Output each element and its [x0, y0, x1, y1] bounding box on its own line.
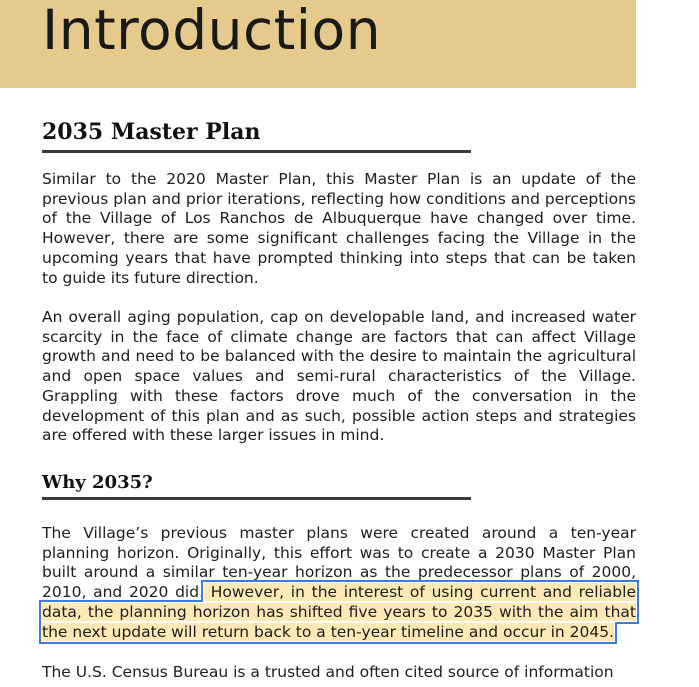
header-banner — [0, 0, 636, 88]
section-heading-master-plan: 2035 Master Plan — [42, 119, 261, 145]
heading-underline — [42, 497, 471, 500]
paragraph-master-plan-1: Similar to the 2020 Master Plan, this Master Plan is an update of the previous plan and prior iterations, reflecting how conditions and perceptions of the Village of Los Ranchos de Albuquerque have changed over time. However, there are some significant challenges facing the Village in the upcoming years that have prompted thinking into steps that can be taken to guide its future direction. — [42, 170, 636, 287]
highlighted-text-selection[interactable]: However, in the interest of using current and reliable data, the planning horizon has shifted five years to 2035 with the aim that the next update will return back to a ten-year timeline and occur in 2045. — [42, 583, 636, 641]
paragraph-why-2035-2: The U.S. Census Bureau is a trusted and often cited source of information — [42, 663, 614, 681]
paragraph-master-plan-2: An overall aging population, cap on developable land, and increased water scarcity in the face of climate change are factors that can affect Village growth and need to be balanced with the desire to maintain the agricultural and open space values and semi-rural characteristics of the Village. Grappling with these factors drove much of the conversation in the development of this plan and as such, possible action steps and strategies are offered with these larger issues in mind. — [42, 308, 636, 445]
page-title: Introduction — [42, 0, 382, 62]
paragraph-text: The Village’s previous master plans were created around a ten-year planning horizon. Originally, this effort was to create a 2030 Master Plan built around a similar ten-year horizon as the predecessor plans of 2000, 2010, and 2020 did. — [42, 524, 636, 602]
heading-underline — [42, 150, 471, 153]
section-heading-why-2035: Why 2035? — [42, 472, 153, 493]
paragraph-why-2035-1 — [42, 524, 636, 642]
